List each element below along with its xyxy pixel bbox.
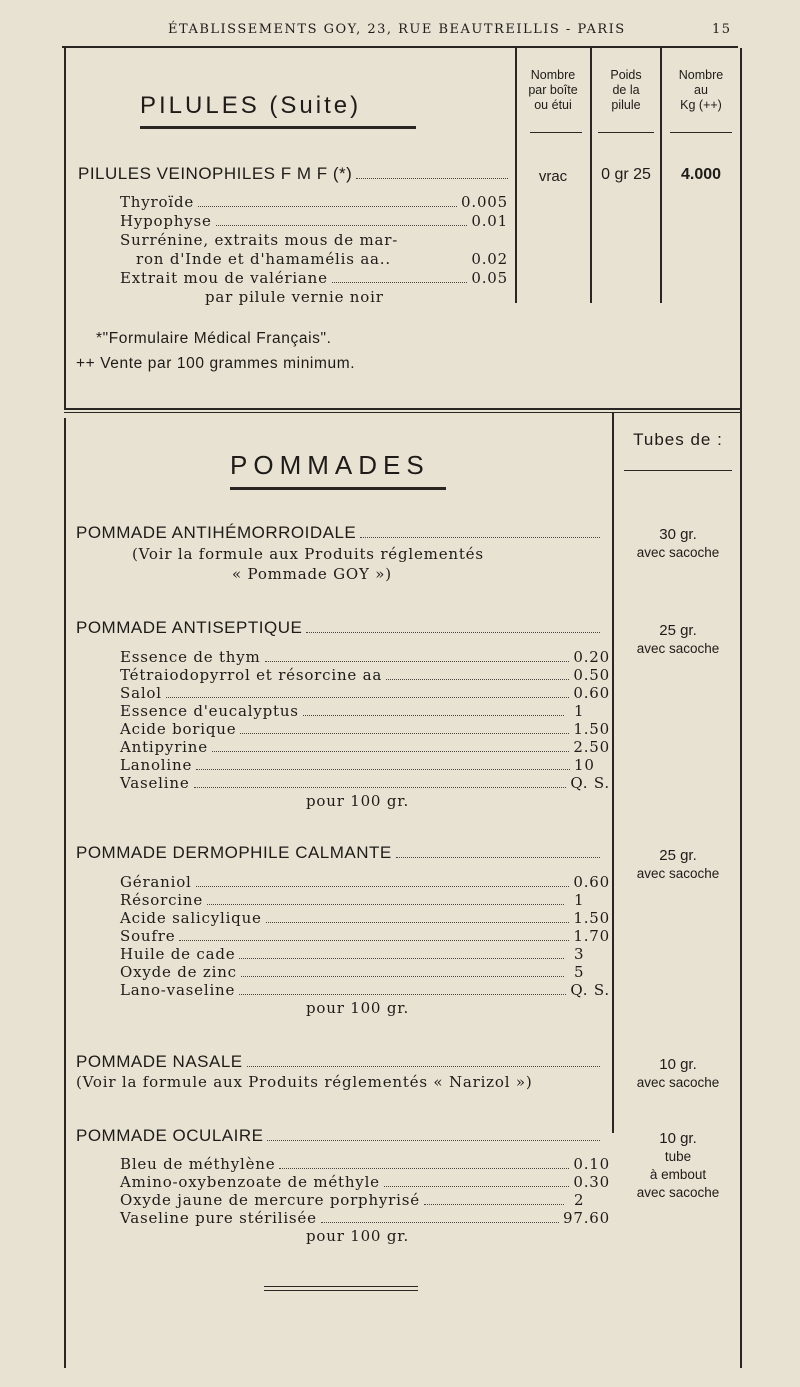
ingredient-qty: 97.60	[563, 1209, 610, 1227]
ingredient-row	[120, 774, 610, 793]
tubes-divider	[612, 413, 614, 1133]
ingredient-row	[120, 891, 610, 910]
ingredient-name: Huile de cade	[120, 945, 236, 963]
pilules-veinophiles-row	[78, 164, 512, 184]
ingredient-qty: 3	[574, 945, 585, 963]
ingredient-row	[120, 1155, 610, 1174]
ingredient-name: Hypophyse	[120, 212, 212, 230]
ingredient-row	[120, 702, 610, 721]
footnote-formulaire: *"Formulaire Médical Français".	[96, 330, 332, 347]
ingredient-name: Oxyde jaune de mercure porphyrisé	[120, 1191, 420, 1209]
pommade-sub: « Pommade GOY »)	[232, 565, 392, 583]
pommade-note: pour 100 gr.	[306, 999, 410, 1017]
pommade-name: POMMADE ANTISEPTIQUE	[76, 618, 303, 637]
pommade-antihemorroidale	[76, 523, 604, 543]
col2-line1: Poids	[610, 68, 642, 82]
col-header-nombre-boite	[518, 68, 588, 113]
pommade-nasale	[76, 1052, 604, 1072]
col2-line2: de la	[612, 83, 640, 97]
ingredient-row	[120, 738, 610, 757]
ingredient-qty: 0.50	[573, 666, 610, 684]
section-rule-top	[64, 408, 740, 410]
ingredient-name: Essence de thym	[120, 648, 261, 666]
col-header-poids	[592, 68, 660, 113]
ingredient-name: ron d'Inde et d'hamamélis aa..	[136, 250, 391, 268]
tube-info	[616, 526, 740, 562]
ingredient-row	[136, 250, 508, 269]
ingredient-row	[120, 684, 610, 703]
right-border	[740, 48, 742, 1368]
tube-size: 30 gr.	[659, 526, 697, 543]
ingredient-name: Acide borique	[120, 720, 237, 738]
pommade-dermophile	[76, 843, 604, 863]
pommade-note: pour 100 gr.	[306, 1227, 410, 1245]
col1-line2: par boîte	[528, 83, 578, 97]
left-border-bottom	[64, 418, 66, 1368]
ingredient-row	[120, 1173, 610, 1192]
tubes-header-rule	[624, 470, 732, 471]
pommades-title-underline	[230, 487, 446, 490]
col3-line2: au	[694, 83, 708, 97]
ingredient-row	[120, 648, 610, 667]
pommades-title: POMMADES	[230, 450, 430, 480]
ingredient-qty: 1.50	[573, 909, 610, 927]
footnote-vente: ++ Vente par 100 grammes minimum.	[76, 355, 356, 372]
col-divider-1	[515, 48, 517, 303]
pommade-oculaire	[76, 1126, 604, 1146]
ingredient-qty: 10	[574, 756, 595, 774]
ingredient-row	[120, 1209, 610, 1228]
tube-extra: avec sacoche	[636, 545, 720, 560]
ingredient-name: Lano-vaseline	[120, 981, 236, 999]
ingredient-row	[120, 193, 508, 212]
ingredient-name: Essence d'eucalyptus	[120, 702, 299, 720]
ingredient-name: Bleu de méthylène	[120, 1155, 276, 1173]
pommade-name: POMMADE OCULAIRE	[76, 1126, 264, 1145]
tube-size: 10 gr.	[659, 1130, 697, 1147]
ingredient-row	[120, 927, 610, 946]
col1-line3: ou étui	[534, 98, 572, 112]
section-rule-top-2	[64, 412, 740, 413]
col3-rule	[670, 132, 732, 133]
tube-size: 10 gr.	[659, 1056, 697, 1073]
ingredient-row	[120, 269, 508, 288]
pilules-title: PILULES (Suite)	[140, 92, 362, 119]
ingredient-name: Antipyrine	[120, 738, 208, 756]
ingredient-qty: 0.30	[573, 1173, 610, 1191]
bottom-rule-2	[264, 1290, 418, 1291]
ingredient-qty: 0.60	[573, 873, 610, 891]
pommade-sub: (Voir la formule aux Produits réglementés « Narizol »)	[76, 1073, 533, 1091]
ingredient-qty: 0.05	[471, 269, 508, 287]
ingredient-qty: 0.10	[573, 1155, 610, 1173]
tube-info	[616, 847, 740, 883]
ingredient-qty: 1.70	[573, 927, 610, 945]
page-number: 15	[712, 22, 732, 37]
ingredient-name: Oxyde de zinc	[120, 963, 237, 981]
tube-info	[616, 1130, 740, 1202]
tube-extra: avec sacoche	[636, 1075, 720, 1090]
ingredient-name: Tétraiodopyrrol et résorcine aa	[120, 666, 383, 684]
col3-line3: Kg (++)	[680, 98, 722, 112]
ingredient-row	[120, 756, 610, 775]
ingredient-qty: 5	[574, 963, 585, 981]
ingredient-name: Surrénine, extraits mous de mar-	[120, 231, 399, 249]
tubes-header: Tubes de :	[633, 430, 723, 449]
pommade-name: POMMADE ANTIHÉMORROIDALE	[76, 523, 357, 542]
tube-extra: avec sacoche	[636, 866, 720, 881]
ingredient-qty: 0.005	[461, 193, 508, 211]
header-text: ÉTABLISSEMENTS GOY, 23, RUE BEAUTREILLIS - PARIS	[168, 22, 626, 37]
ingredient-qty: 1	[574, 891, 585, 909]
pilules-title-underline	[140, 126, 416, 129]
ingredient-row	[120, 666, 610, 685]
pilules-note: par pilule vernie noir	[205, 288, 384, 306]
tube-extra: tube	[664, 1149, 692, 1164]
col1-rule	[530, 132, 582, 133]
tube-info	[616, 622, 740, 658]
ingredient-row	[120, 1191, 610, 1210]
ingredient-qty: 0.01	[471, 212, 508, 230]
ingredient-name: Lanoline	[120, 756, 193, 774]
col2-line3: pilule	[611, 98, 641, 112]
col2-rule	[598, 132, 654, 133]
product-vrac: vrac	[538, 168, 568, 185]
ingredient-qty: 0.02	[471, 250, 508, 268]
ingredient-qty: 2.50	[573, 738, 610, 756]
tube-size: 25 gr.	[659, 847, 697, 864]
col1-line1: Nombre	[530, 68, 576, 82]
pommade-name: POMMADE DERMOPHILE CALMANTE	[76, 843, 392, 862]
product-nombre-kg: 4.000	[680, 166, 722, 183]
product-poids: 0 gr 25	[601, 166, 651, 183]
ingredient-qty: 1	[574, 702, 585, 720]
ingredient-name: Soufre	[120, 927, 176, 945]
ingredient-qty: 2	[574, 1191, 585, 1209]
ingredient-row	[120, 212, 508, 231]
ingredient-row	[120, 873, 610, 892]
ingredient-name: Acide salicylique	[120, 909, 262, 927]
pommade-antiseptique	[76, 618, 604, 638]
tube-extra: avec sacoche	[636, 1185, 720, 1200]
ingredient-qty: 0.20	[573, 648, 610, 666]
header-rule	[62, 46, 738, 48]
ingredient-row	[120, 981, 610, 1000]
pommade-name: POMMADE NASALE	[76, 1052, 243, 1071]
tube-extra: à embout	[649, 1167, 707, 1182]
ingredient-name: Vaseline pure stérilisée	[120, 1209, 317, 1227]
tube-size: 25 gr.	[659, 622, 697, 639]
ingredient-name: Amino-oxybenzoate de méthyle	[120, 1173, 380, 1191]
ingredient-row	[120, 945, 610, 964]
ingredient-name: Extrait mou de valériane	[120, 269, 328, 287]
ingredient-name: Résorcine	[120, 891, 204, 909]
ingredient-name: Vaseline	[120, 774, 190, 792]
ingredient-row	[120, 231, 508, 249]
ingredient-qty: 0.60	[573, 684, 610, 702]
pommade-sub: (Voir la formule aux Produits réglementés	[132, 545, 484, 563]
bottom-rule-1	[264, 1286, 418, 1287]
ingredient-qty: Q. S.	[570, 774, 610, 792]
ingredient-name: Géraniol	[120, 873, 192, 891]
pommade-note: pour 100 gr.	[306, 792, 410, 810]
ingredient-name: Salol	[120, 684, 162, 702]
col-header-nombre-kg	[662, 68, 740, 113]
col3-line1: Nombre	[678, 68, 724, 82]
ingredient-row	[120, 909, 610, 928]
product-name: PILULES VEINOPHILES F M F (*)	[78, 164, 353, 183]
ingredient-name: Thyroïde	[120, 193, 195, 211]
ingredient-qty: 1.50	[573, 720, 610, 738]
ingredient-row	[120, 720, 610, 739]
tube-info	[616, 1056, 740, 1092]
ingredient-row	[120, 963, 610, 982]
ingredient-qty: Q. S.	[570, 981, 610, 999]
tube-extra: avec sacoche	[636, 641, 720, 656]
left-border-top	[64, 48, 66, 408]
